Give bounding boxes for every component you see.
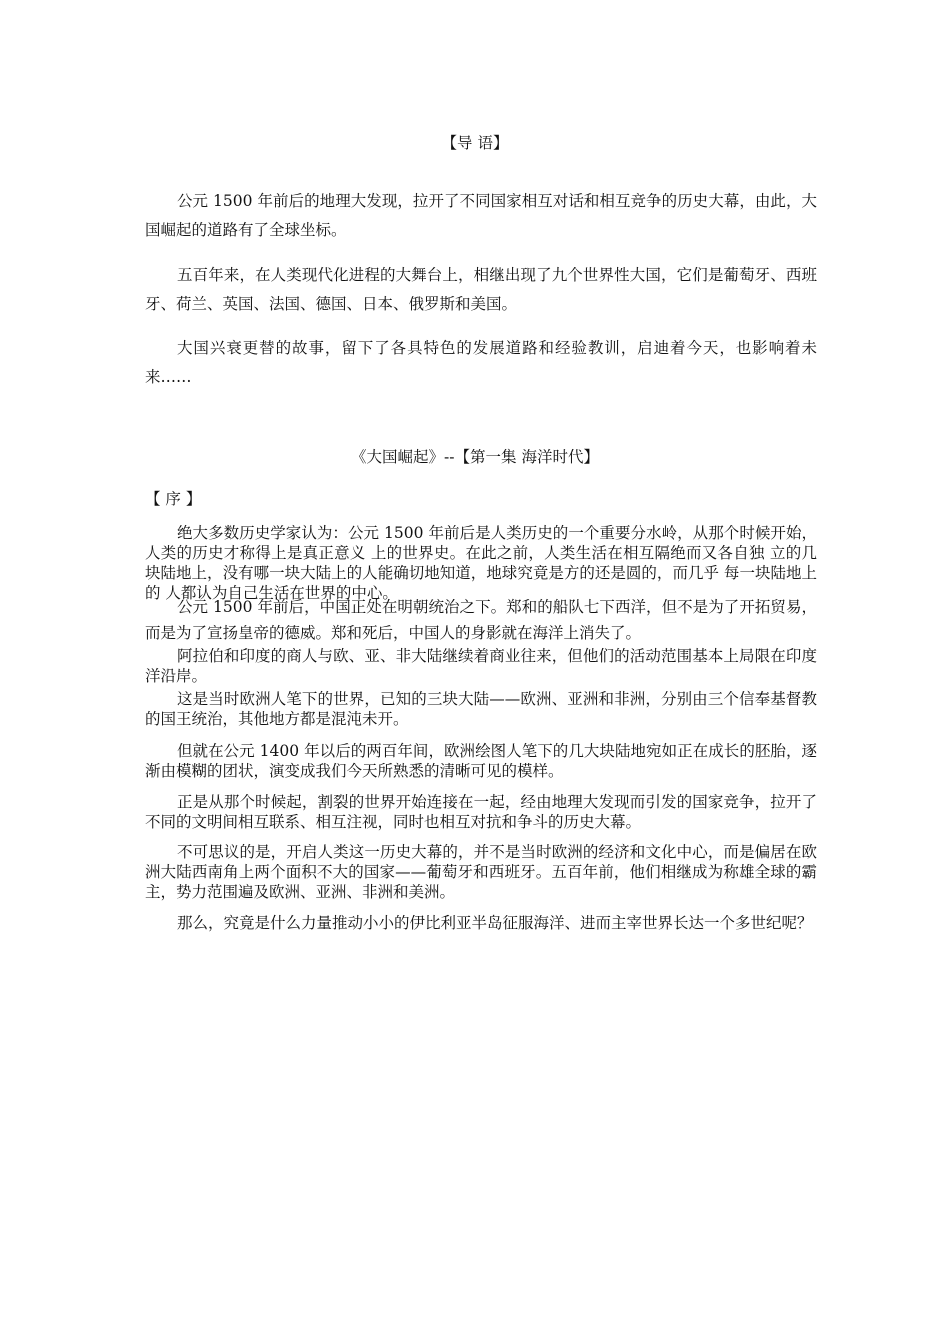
body-paragraph-7: 不可思议的是，开启人类这一历史大幕的，并不是当时欧洲的经济和文化中心，而是偏居在欧洲大陆西南角上两个面积不大的国家——葡萄牙和西班牙。五百年前，他们相继成为称雄全球的霸主，势力范围遍及欧洲、亚洲、非洲和美洲。: [145, 843, 817, 901]
section-label: 【 序 】: [145, 490, 202, 508]
body-paragraph-2: 公元 1500 年前后，中国正处在明朝统治之下。郑和的船队七下西洋，但不是为了开拓贸易，而是为了宣扬皇帝的德威。郑和死后，中国人的身影就在海洋上消失了。: [145, 598, 817, 642]
body-paragraph-6: 正是从那个时候起，割裂的世界开始连接在一起，经由地理大发现而引发的国家竞争，拉开了不同的文明间相互联系、相互注视，同时也相互对抗和争斗的历史大幕。: [145, 793, 817, 831]
body-paragraph-5: 但就在公元 1400 年以后的两百年间，欧洲绘图人笔下的几大块陆地宛如正在成长的胚胎，逐渐由模糊的团状，演变成我们今天所熟悉的清晰可见的模样。: [145, 742, 817, 780]
intro-paragraph-1: 公元 1500 年前后的地理大发现，拉开了不同国家相互对话和相互竞争的历史大幕，由此，大国崛起的道路有了全球坐标。: [145, 192, 817, 239]
intro-heading: 【导 语】: [441, 134, 509, 152]
body-paragraph-3: 阿拉伯和印度的商人与欧、亚、非大陆继续着商业往来，但他们的活动范围基本上局限在印度洋沿岸。: [145, 647, 817, 685]
intro-paragraph-3: 大国兴衰更替的故事，留下了各具特色的发展道路和经验教训，启迪着今天，也影响着未来……: [145, 339, 817, 386]
body-paragraph-4: 这是当时欧洲人笔下的世界，已知的三块大陆——欧洲、亚洲和非洲，分别由三个信奉基督教的国王统治，其他地方都是混沌未开。: [145, 690, 817, 728]
episode-title: 《大国崛起》--【第一集 海洋时代】: [351, 448, 599, 466]
intro-paragraph-2: 五百年来，在人类现代化进程的大舞台上，相继出现了九个世界性大国，它们是葡萄牙、西班牙、荷兰、英国、法国、德国、日本、俄罗斯和美国。: [145, 266, 817, 313]
body-paragraph-8: 那么，究竟是什么力量推动小小的伊比利亚半岛征服海洋、进而主宰世界长达一个多世纪呢？: [177, 914, 813, 932]
body-paragraph-1: 绝大多数历史学家认为：公元 1500 年前后是人类历史的一个重要分水岭，从那个时候开始， 人类的历史才称得上是真正意义 上的世界史。在此之前，人类生活在相互隔绝而又各自独 立的几块陆地上，没有哪一块大陆上的人能确切地知道，地球究竟是方的还是圆的，而几乎 每一块陆地上的 人都认为自己生活在世界的中心。: [145, 524, 817, 602]
